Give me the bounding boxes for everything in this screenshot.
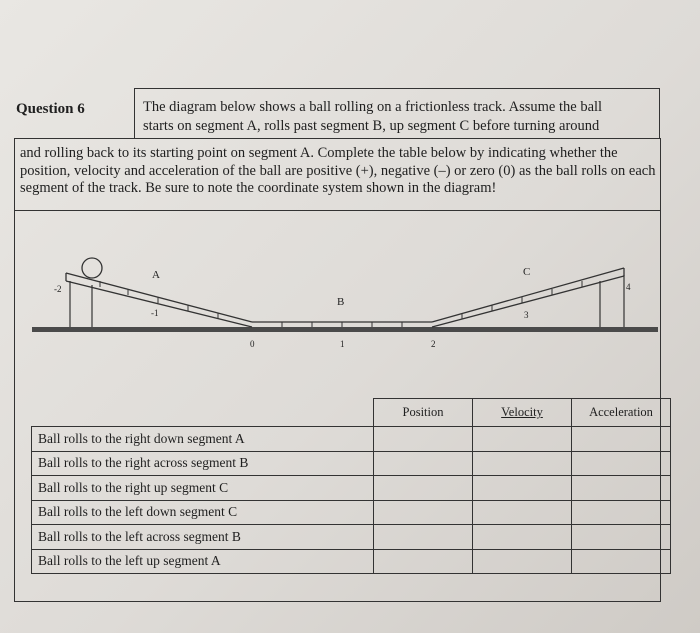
table-row (32, 476, 671, 501)
acceleration-cell[interactable] (572, 500, 671, 525)
row-label: Ball rolls to the right down segment A (32, 427, 374, 452)
segment-a-bottom (66, 281, 252, 327)
row-label: Ball rolls to the left up segment A (32, 549, 374, 574)
axis-label-1: 1 (340, 339, 345, 349)
table-row (32, 451, 671, 476)
header-velocity: Velocity (473, 399, 572, 427)
header-blank (32, 399, 374, 427)
question-label: Question 6 (16, 101, 85, 117)
axis-label-0: 0 (250, 339, 255, 349)
position-cell[interactable] (374, 549, 473, 574)
position-cell[interactable] (374, 427, 473, 452)
segment-label-c: C (523, 266, 531, 278)
header-acceleration: Acceleration (572, 399, 671, 427)
ground-line (32, 327, 658, 332)
position-cell[interactable] (374, 476, 473, 501)
row-label: Ball rolls to the right across segment B (32, 451, 374, 476)
row-label: Ball rolls to the right up segment C (32, 476, 374, 501)
table-row (32, 500, 671, 525)
question-body: and rolling back to its starting point on segment A. Complete the table below by indicating whether the position, velocity and acceleration of the ball are positive (+), negative (–) or zero (0) as the ball rolls on each segment of the track. Be sure to note the coordinate system shown in the diagram! (20, 145, 656, 196)
question-line-1: The diagram below shows a ball rolling on a frictionless track. Assume the ball (143, 99, 603, 115)
velocity-cell[interactable] (473, 549, 572, 574)
velocity-cell[interactable] (473, 525, 572, 550)
acceleration-cell[interactable] (572, 427, 671, 452)
table-row (32, 427, 671, 452)
axis-label-4: 4 (626, 282, 631, 292)
row-label: Ball rolls to the left across segment B (32, 525, 374, 550)
velocity-cell[interactable] (473, 427, 572, 452)
axis-label-neg1: -1 (151, 308, 159, 318)
table-row (32, 525, 671, 550)
answer-table (31, 398, 671, 574)
table-row (32, 549, 671, 574)
acceleration-cell[interactable] (572, 549, 671, 574)
position-cell[interactable] (374, 451, 473, 476)
segment-label-a: A (152, 269, 160, 281)
acceleration-cell[interactable] (572, 476, 671, 501)
segment-label-b: B (337, 296, 345, 308)
question-line-2: starts on segment A, rolls past segment B, up segment C before turning around (143, 118, 600, 134)
position-cell[interactable] (374, 525, 473, 550)
ball-icon (82, 258, 102, 278)
acceleration-cell[interactable] (572, 451, 671, 476)
header-position: Position (374, 399, 473, 427)
axis-label-neg2: -2 (54, 284, 62, 294)
axis-label-3: 3 (524, 310, 529, 320)
position-cell[interactable] (374, 500, 473, 525)
table-header-row (32, 399, 671, 427)
row-label: Ball rolls to the left down segment C (32, 500, 374, 525)
velocity-cell[interactable] (473, 451, 572, 476)
velocity-cell[interactable] (473, 500, 572, 525)
axis-label-2: 2 (431, 339, 436, 349)
acceleration-cell[interactable] (572, 525, 671, 550)
velocity-cell[interactable] (473, 476, 572, 501)
